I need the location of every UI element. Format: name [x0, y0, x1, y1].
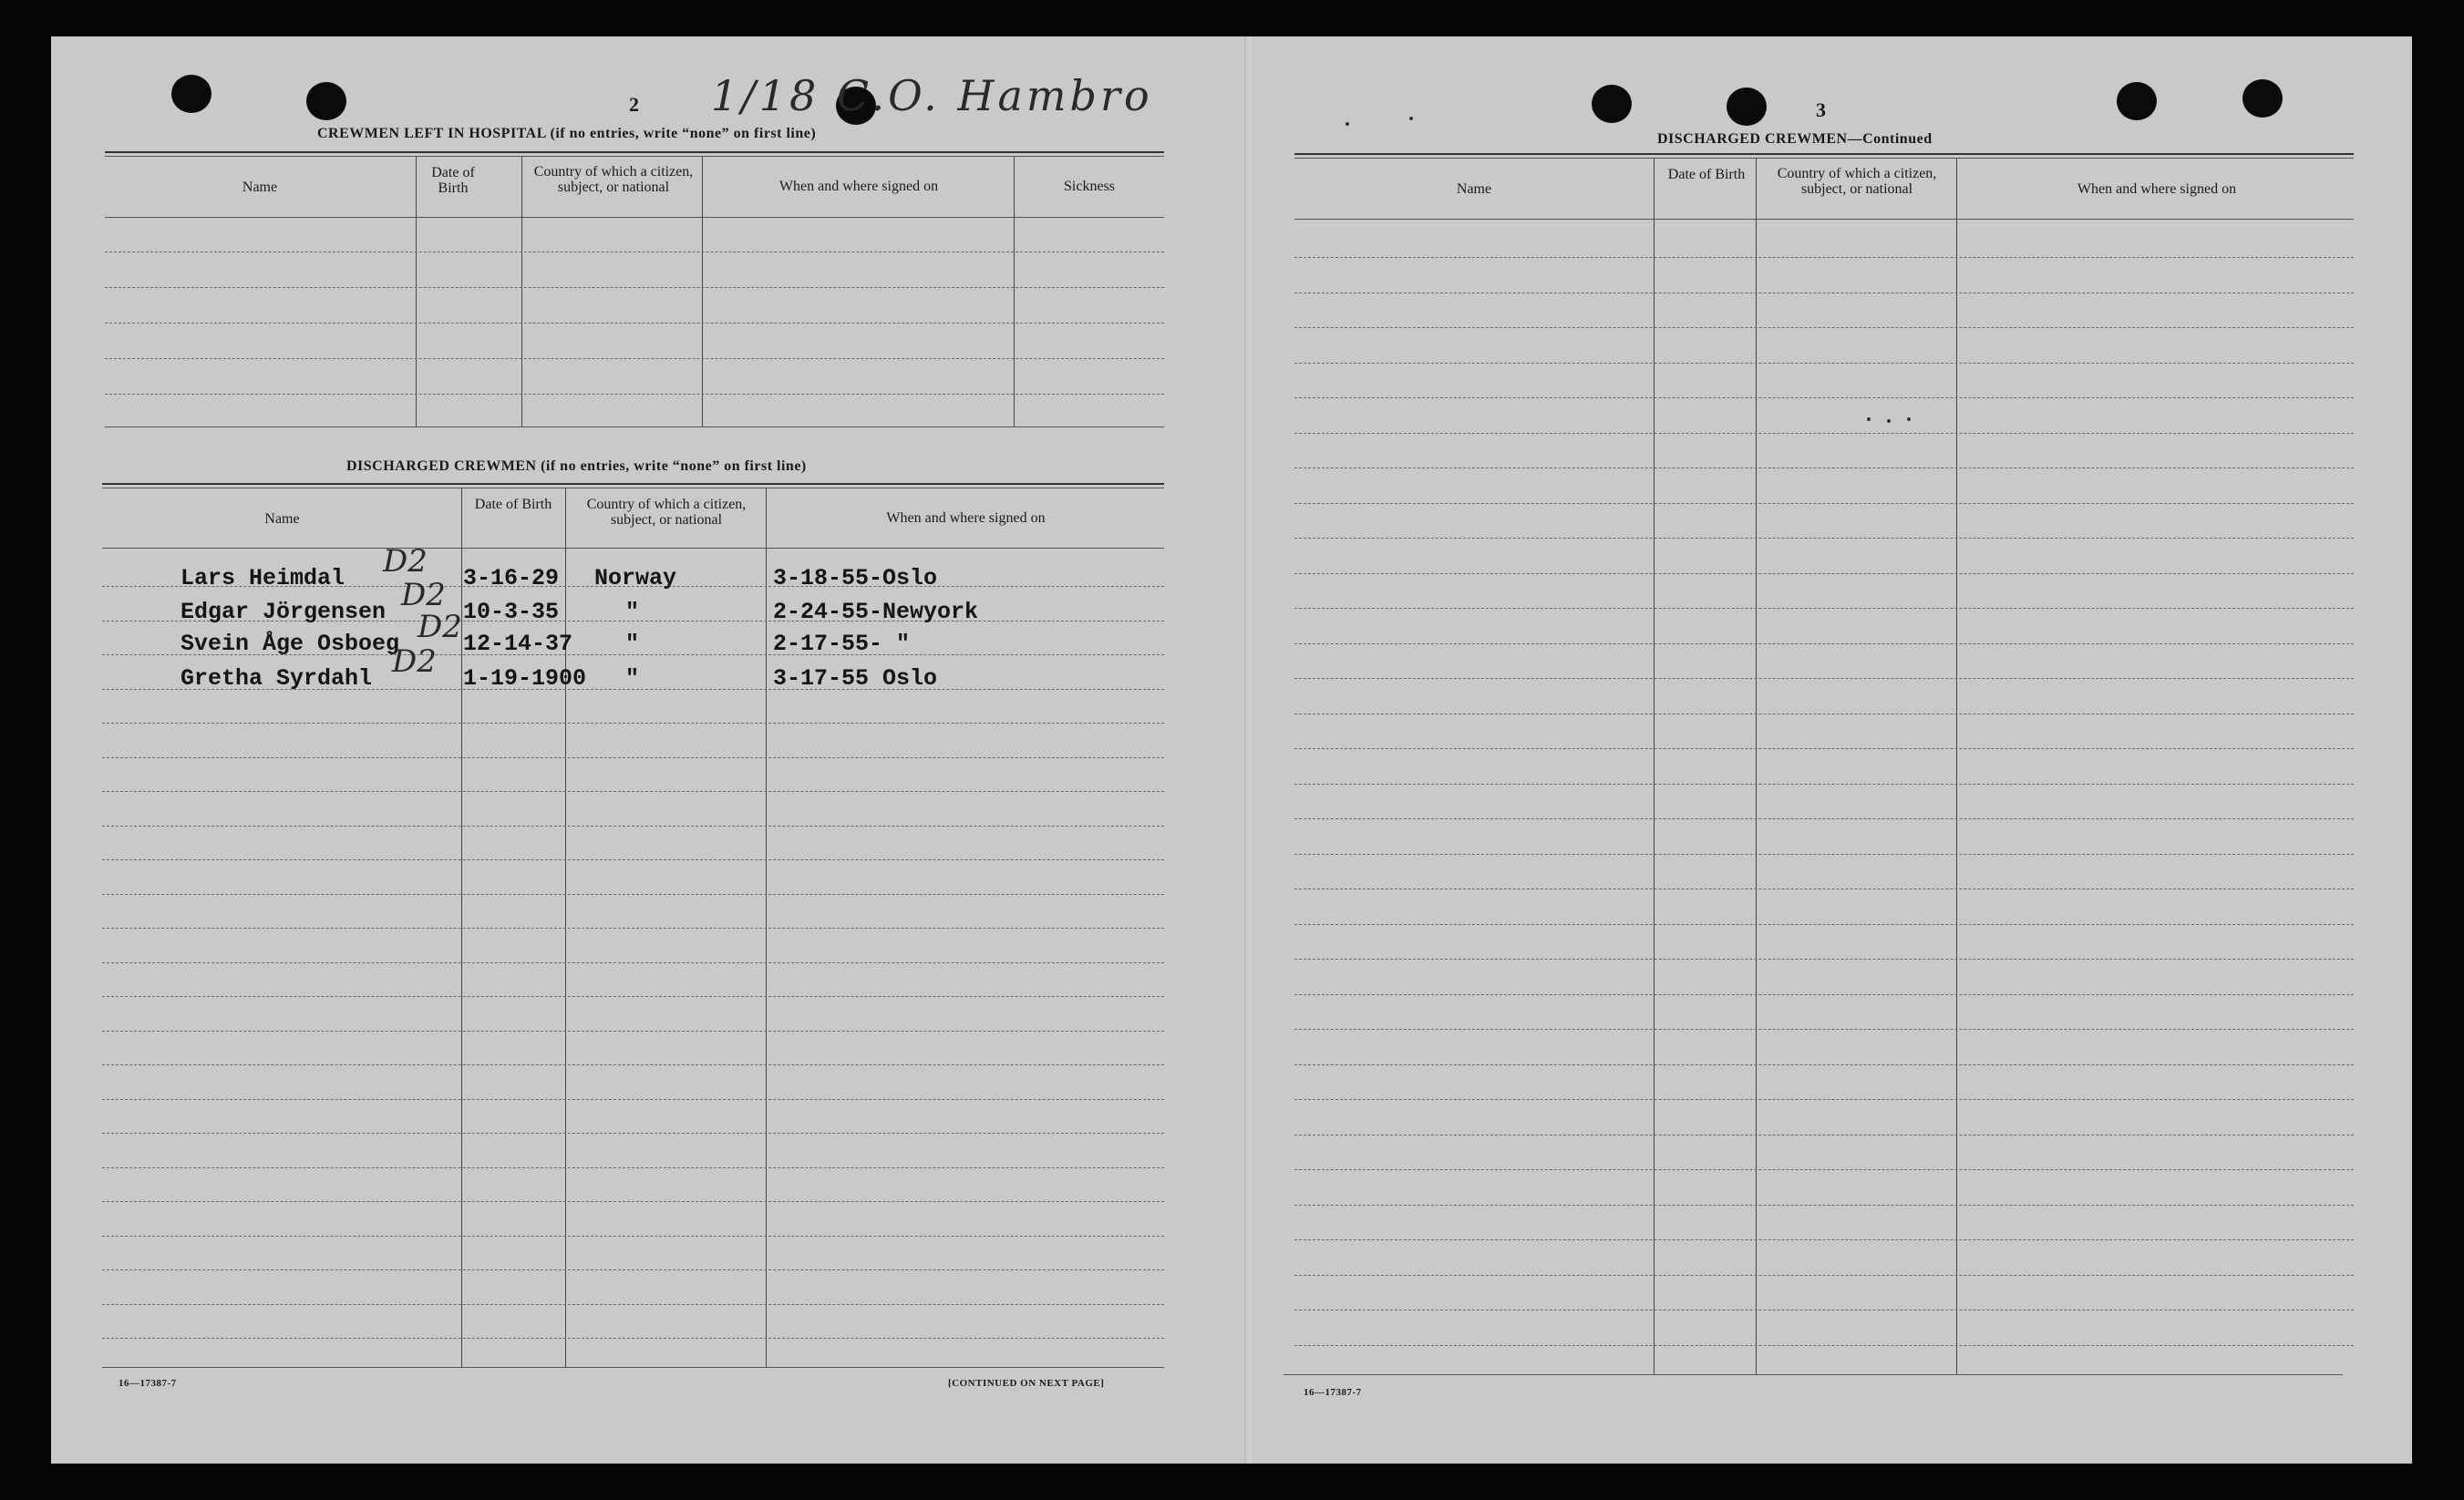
- punch-hole: [2117, 82, 2157, 120]
- column-line: [1014, 157, 1015, 426]
- section-bottom: [1284, 1374, 2343, 1375]
- ruled-line: [1294, 959, 2354, 960]
- date-of-birth: 10-3-35: [463, 599, 560, 625]
- crewman-name: Gretha Syrdahl: [180, 665, 373, 692]
- ruled-line: [1294, 643, 2354, 644]
- form-number: 16—17387-7: [1304, 1387, 1362, 1398]
- ruled-line: [1294, 1345, 2354, 1346]
- section-bottom: [102, 1367, 1164, 1368]
- column-line: [521, 157, 522, 426]
- ruled-line: [1294, 1169, 2354, 1170]
- header-underline: [105, 217, 1164, 218]
- ruled-line: [1294, 678, 2354, 679]
- ruled-line: [102, 826, 1164, 827]
- ruled-line: [1294, 818, 2354, 819]
- ruled-line: [1294, 1099, 2354, 1100]
- page-number: 3: [1816, 98, 1826, 121]
- document-paper: [51, 36, 2412, 1464]
- ruled-line: [1294, 538, 2354, 539]
- ruled-line: [1294, 573, 2354, 574]
- column-header-signed-on: When and where signed on: [2077, 181, 2237, 197]
- date-of-birth: 3-16-29: [463, 565, 560, 591]
- divider: [102, 483, 1164, 485]
- form-number: 16—17387-7: [119, 1378, 177, 1389]
- column-line: [1956, 159, 1957, 1374]
- punch-hole: [306, 82, 346, 120]
- column-header-country: Country of which a citizen, subject, or national: [586, 497, 747, 528]
- column-line: [702, 157, 703, 426]
- ruled-line: [1294, 433, 2354, 434]
- column-header-name: Name: [242, 180, 278, 195]
- hospital-section-title: CREWMEN LEFT IN HOSPITAL (if no entries, write “none” on first line): [317, 126, 817, 141]
- header-underline: [102, 548, 1164, 549]
- column-line: [1654, 159, 1655, 1374]
- column-line: [416, 157, 417, 426]
- ink-speck: [1345, 122, 1349, 126]
- continued-note: [CONTINUED ON NEXT PAGE]: [948, 1378, 1105, 1389]
- discharge-mark: D2: [401, 577, 446, 613]
- ruled-line: [102, 1338, 1164, 1339]
- handwritten-note: 1/18 C.O. Hambro: [711, 71, 1153, 120]
- ruled-line: [102, 894, 1164, 895]
- ruled-line: [102, 1099, 1164, 1100]
- column-header-name: Name: [1456, 181, 1492, 197]
- ruled-line: [102, 996, 1164, 997]
- column-header-name: Name: [264, 511, 300, 527]
- ink-speck: [1907, 417, 1911, 421]
- ink-speck: [1409, 117, 1413, 120]
- punch-hole: [2242, 79, 2283, 118]
- ruled-line: [102, 928, 1164, 929]
- country: ": [625, 631, 640, 657]
- signed-on: 2-17-55- ": [773, 631, 911, 657]
- ruled-line: [1294, 327, 2354, 328]
- signed-on: 3-18-55-Oslo: [773, 565, 938, 591]
- column-header-signed-on: When and where signed on: [778, 179, 939, 194]
- ruled-line: [1294, 467, 2354, 468]
- ruled-line: [1294, 994, 2354, 995]
- column-header-signed-on: When and where signed on: [886, 510, 1046, 526]
- ruled-line: [1294, 397, 2354, 398]
- ruled-line: [105, 323, 1164, 324]
- ruled-line: [102, 1133, 1164, 1134]
- ruled-line: [102, 1201, 1164, 1202]
- ruled-line: [1294, 854, 2354, 855]
- ruled-line: [105, 287, 1164, 288]
- discharged-continued-title: DISCHARGED CREWMEN—Continued: [1657, 131, 1933, 147]
- signed-on: 2-24-55-Newyork: [773, 599, 979, 625]
- ruled-line: [1294, 503, 2354, 504]
- crewman-name: Svein Åge Osboeg: [180, 631, 400, 657]
- punch-hole: [171, 75, 211, 113]
- punch-hole: [1592, 85, 1632, 123]
- ruled-line: [105, 394, 1164, 395]
- column-header-dob: Date of Birth: [431, 165, 475, 196]
- ruled-line: [102, 757, 1164, 758]
- crewman-name: Edgar Jörgensen: [180, 599, 387, 625]
- divider: [105, 156, 1164, 157]
- ruled-line: [102, 1031, 1164, 1032]
- ruled-line: [1294, 748, 2354, 749]
- ruled-line: [102, 962, 1164, 963]
- date-of-birth: 1-19-1900: [463, 665, 587, 692]
- ruled-line: [1294, 257, 2354, 258]
- crewman-name: Lars Heimdal: [180, 565, 345, 591]
- ruled-line: [1294, 363, 2354, 364]
- ruled-line: [102, 859, 1164, 860]
- signed-on: 3-17-55 Oslo: [773, 665, 938, 692]
- ruled-line: [102, 1269, 1164, 1270]
- ruled-line: [105, 358, 1164, 359]
- ruled-line: [1294, 1064, 2354, 1065]
- discharge-mark: D2: [418, 609, 462, 645]
- column-header-dob: Date of Birth: [474, 497, 552, 512]
- punch-hole: [1727, 87, 1767, 126]
- page-number: 2: [629, 93, 639, 116]
- date-of-birth: 12-14-37: [463, 631, 573, 657]
- country: ": [625, 599, 640, 625]
- discharged-section-title: DISCHARGED CREWMEN (if no entries, write “none” on first line): [346, 458, 807, 474]
- page-fold: [1244, 36, 1255, 1464]
- ruled-line: [1294, 1275, 2354, 1276]
- section-bottom: [105, 426, 1164, 427]
- ruled-line: [102, 1167, 1164, 1168]
- discharge-mark: D2: [392, 643, 437, 680]
- ruled-line: [102, 1236, 1164, 1237]
- column-line: [1756, 159, 1757, 1374]
- divider: [1294, 158, 2354, 159]
- ruled-line: [1294, 1029, 2354, 1030]
- ruled-line: [102, 1304, 1164, 1305]
- ruled-line: [1294, 608, 2354, 609]
- ruled-line: [102, 791, 1164, 792]
- ruled-line: [102, 723, 1164, 724]
- column-header-sickness: Sickness: [1064, 179, 1115, 194]
- ruled-line: [102, 1064, 1164, 1065]
- country: ": [625, 665, 640, 692]
- header-underline: [1294, 219, 2354, 220]
- ruled-line: [1294, 1239, 2354, 1240]
- ruled-line: [1294, 784, 2354, 785]
- divider: [1294, 153, 2354, 155]
- column-header-country: Country of which a citizen, subject, or national: [1777, 166, 1937, 197]
- divider: [105, 151, 1164, 153]
- ruled-line: [1294, 924, 2354, 925]
- country: Norway: [594, 565, 677, 591]
- ink-speck: [1867, 417, 1871, 421]
- ink-speck: [1887, 419, 1891, 423]
- column-header-country: Country of which a citizen, subject, or national: [533, 164, 694, 195]
- ruled-line: [1294, 1205, 2354, 1206]
- discharge-mark: D2: [383, 543, 428, 580]
- column-header-dob: Date of Birth: [1667, 167, 1746, 182]
